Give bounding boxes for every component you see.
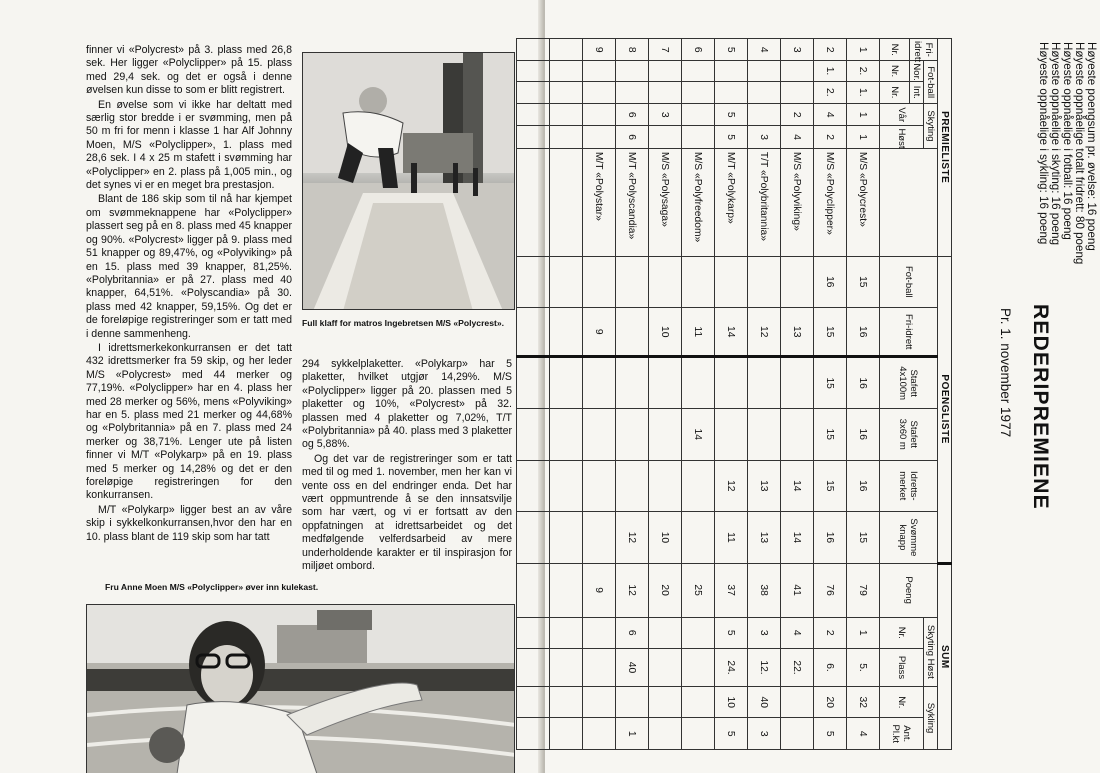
cell-sk-nr: 5 xyxy=(715,617,748,648)
cell-sk-pl xyxy=(682,648,715,686)
cell-poeng: 20 xyxy=(649,563,682,617)
cell-fot-nor xyxy=(682,61,715,81)
cell-fotball xyxy=(583,256,616,308)
cell-fot-nor: 1. xyxy=(814,61,847,81)
col-nor: Nor. xyxy=(910,61,924,81)
cell-fotball: 16 xyxy=(814,256,847,308)
cell-var xyxy=(682,104,715,126)
cell-poeng: 37 xyxy=(715,563,748,617)
cell-var: 4 xyxy=(814,104,847,126)
col-fot-ball: Fot-ball xyxy=(880,256,938,308)
col-syk-nr: Nr. xyxy=(880,687,924,718)
cell-st3 xyxy=(583,408,616,460)
cell-idr xyxy=(682,460,715,512)
cell-st4 xyxy=(583,357,616,409)
cell-sk-pl: 12. xyxy=(748,648,781,686)
cell-sk-nr xyxy=(682,617,715,648)
cell-idr: 12 xyxy=(715,460,748,512)
col-skyting: Skyting xyxy=(924,104,938,149)
cell-sy-nr xyxy=(649,687,682,718)
col-int: Int. xyxy=(910,81,924,103)
col-ant-plkt: Ant. Pl.kt xyxy=(880,718,924,750)
cell-fotball: 15 xyxy=(847,256,880,308)
cell-svom xyxy=(682,512,715,564)
results-body xyxy=(583,39,880,750)
cell-fot-int: 2. xyxy=(814,81,847,103)
left-page xyxy=(0,0,545,773)
col-poeng: Poeng xyxy=(880,563,938,617)
page-title: REDERIPREMIENE xyxy=(1029,304,1052,510)
cell-var: 2 xyxy=(781,104,814,126)
cell-friidrett: 12 xyxy=(748,308,781,357)
poengliste-header: POENGLISTE xyxy=(938,256,952,563)
cell-svom: 13 xyxy=(748,512,781,564)
cell-st3 xyxy=(781,408,814,460)
cell-sk-pl: 24. xyxy=(715,648,748,686)
cell-host: 2 xyxy=(814,126,847,148)
cell-sy-ant xyxy=(682,718,715,750)
cell-sk-pl: 6. xyxy=(814,648,847,686)
col-fri-idrett: Fri-idrett xyxy=(910,39,938,61)
cell-sy-nr xyxy=(781,687,814,718)
right-page xyxy=(545,0,1100,773)
cell-friidrett: 14 xyxy=(715,308,748,357)
cell-var: 1 xyxy=(847,104,880,126)
cell-fri: 2 xyxy=(814,39,847,61)
cell-idr: 14 xyxy=(781,460,814,512)
shot-put-photo xyxy=(86,604,515,773)
table-row xyxy=(583,39,616,750)
cell-host: 6 xyxy=(616,126,649,148)
table-header-row xyxy=(924,39,938,750)
table-row xyxy=(616,39,649,750)
col-stafett-4x100: Stafett 4x100m xyxy=(880,357,938,409)
cell-fotball xyxy=(748,256,781,308)
paragraph: finner vi «Polycrest» på 3. plass med 26,8 sek. Her ligger «Polyclipper» på 15. plass med 29,4 sek. og det er også i denne øvelsen kun disse to som er blitt registrert. xyxy=(86,44,292,97)
cell-var: 3 xyxy=(649,104,682,126)
cell-poeng: 38 xyxy=(748,563,781,617)
cell-fot-int xyxy=(715,81,748,103)
cell-poeng: 12 xyxy=(616,563,649,617)
cell-fot-int xyxy=(583,81,616,103)
cell-friidrett: 13 xyxy=(781,308,814,357)
cell-sy-ant xyxy=(781,718,814,750)
cell-sk-pl xyxy=(583,648,616,686)
cell-fot-nor xyxy=(649,61,682,81)
cell-st3: 16 xyxy=(847,408,880,460)
cell-host: 1 xyxy=(847,126,880,148)
photo-caption: Fru Anne Moen M/S «Polyclipper» øver inn kulekast. xyxy=(105,582,319,592)
cell-friidrett: 11 xyxy=(682,308,715,357)
cell-st4 xyxy=(781,357,814,409)
cell-st3 xyxy=(616,408,649,460)
cell-fot-int xyxy=(649,81,682,103)
cell-fot-int xyxy=(616,81,649,103)
cell-idr: 13 xyxy=(748,460,781,512)
long-jump-photo xyxy=(302,52,515,310)
cell-sy-ant: 5 xyxy=(814,718,847,750)
cell-fot-int xyxy=(682,81,715,103)
cell-fri: 6 xyxy=(682,39,715,61)
cell-sk-pl: 5. xyxy=(847,648,880,686)
page-subtitle: Pr. 1. november 1977 xyxy=(998,308,1013,438)
cell-var xyxy=(748,104,781,126)
cell-fot-nor xyxy=(781,61,814,81)
col-ship xyxy=(880,148,938,256)
cell-poeng: 76 xyxy=(814,563,847,617)
cell-ship: M/S «Polyclipper» xyxy=(814,148,847,256)
cell-fotball xyxy=(781,256,814,308)
cell-sk-pl: 40 xyxy=(616,648,649,686)
cell-svom: 11 xyxy=(715,512,748,564)
cell-fot-nor xyxy=(616,61,649,81)
cell-idr: 16 xyxy=(847,460,880,512)
cell-sy-nr: 20 xyxy=(814,687,847,718)
cell-st3: 15 xyxy=(814,408,847,460)
cell-sy-ant xyxy=(583,718,616,750)
cell-ship: M/T «Polykarp» xyxy=(715,148,748,256)
rotated-results-sheet xyxy=(545,0,1100,773)
cell-fot-nor xyxy=(715,61,748,81)
cell-st4 xyxy=(616,357,649,409)
cell-poeng: 41 xyxy=(781,563,814,617)
table-row xyxy=(748,39,781,750)
col-nr-fot: Nr. xyxy=(880,61,910,81)
cell-ship: M/S «Polycrest» xyxy=(847,148,880,256)
cell-fot-int: 1. xyxy=(847,81,880,103)
cell-sy-ant: 5 xyxy=(715,718,748,750)
long-jump-illustration xyxy=(303,53,515,310)
empty-row xyxy=(550,39,583,750)
cell-sy-nr: 32 xyxy=(847,687,880,718)
cell-ship: M/T «Polyscandia» xyxy=(616,148,649,256)
cell-friidrett: 9 xyxy=(583,308,616,357)
cell-st3 xyxy=(715,408,748,460)
col-plass: Plass xyxy=(880,648,924,686)
cell-fotball xyxy=(649,256,682,308)
cell-sk-pl: 22. xyxy=(781,648,814,686)
cell-host: 4 xyxy=(781,126,814,148)
cell-sk-nr: 2 xyxy=(814,617,847,648)
cell-sy-ant: 4 xyxy=(847,718,880,750)
cell-svom: 16 xyxy=(814,512,847,564)
cell-friidrett: 10 xyxy=(649,308,682,357)
cell-var: 5 xyxy=(715,104,748,126)
empty-row xyxy=(517,39,550,750)
info-line: Høyeste poengsum pr. øvelse: 16 poeng xyxy=(1085,42,1098,251)
cell-st3 xyxy=(748,408,781,460)
cell-fot-nor: 2. xyxy=(847,61,880,81)
cell-fri: 4 xyxy=(748,39,781,61)
cell-sk-nr: 6 xyxy=(616,617,649,648)
cell-st4 xyxy=(715,357,748,409)
cell-poeng: 79 xyxy=(847,563,880,617)
col-host: Høst xyxy=(880,126,924,148)
cell-fot-int xyxy=(748,81,781,103)
cell-var xyxy=(583,104,616,126)
table-row xyxy=(781,39,814,750)
cell-sk-nr: 4 xyxy=(781,617,814,648)
col-var: Vår xyxy=(880,104,924,126)
cell-sk-nr xyxy=(583,617,616,648)
table-row xyxy=(649,39,682,750)
cell-svom: 10 xyxy=(649,512,682,564)
paragraph: En øvelse som vi ikke har deltatt med særlig stor bredde i er svømming, men på 50 m fri for menn i klasse 1 har Alf Johnny Moen, M/S «Polyclipper», 1. plass med 28,6 sek. I 4 x 25 m stafett i svømming har «Polyclipper» en 2. plass på 1,005 min., og det synes vi er en meget bra prestasjon. xyxy=(86,98,292,192)
info-line: Høyeste oppnåelige i fotball: 16 poeng xyxy=(1061,42,1074,240)
col-nr: Nr. xyxy=(880,39,910,61)
cell-sk-nr: 1 xyxy=(847,617,880,648)
cell-var: 6 xyxy=(616,104,649,126)
col-nr-fot2: Nr. xyxy=(880,81,910,103)
cell-sy-nr: 40 xyxy=(748,687,781,718)
col-stafett-3x60: Stafett 3x60 m xyxy=(880,408,938,460)
cell-sk-nr xyxy=(649,617,682,648)
table-row xyxy=(847,39,880,750)
photo-caption: Full klaff for matros Ingebretsen M/S «Polycrest». xyxy=(302,318,505,328)
cell-friidrett: 15 xyxy=(814,308,847,357)
paragraph: Og det var de registreringer som er tatt med til og med 1. november, men her kan vi vente oss en del endringer enda. Det har vært oppmuntrende å se den innsatsvilje som har vært, og vi er fortsatt av den oppfatningen at idrettsarbeidet og det medfølgende velferdsarbeid av mere underholdende karakter er til inspirasjon for miljøet ombord. xyxy=(302,452,512,573)
table-row xyxy=(814,39,847,750)
article-column-left xyxy=(86,44,292,545)
cell-st4: 15 xyxy=(814,357,847,409)
cell-ship: M/S «Polyfreedom» xyxy=(682,148,715,256)
cell-fri: 3 xyxy=(781,39,814,61)
col-skyting-host: Skyting Høst xyxy=(924,617,938,687)
cell-ship: M/S «Polysaga» xyxy=(649,148,682,256)
col-sykling: Sykling xyxy=(924,687,938,750)
col-fotball: Fot-ball xyxy=(924,61,938,104)
cell-fot-nor xyxy=(748,61,781,81)
cell-svom: 15 xyxy=(847,512,880,564)
cell-idr xyxy=(583,460,616,512)
info-line: Høyeste oppnåelige totalt fridrett: 80 poeng xyxy=(1073,42,1086,265)
cell-svom xyxy=(583,512,616,564)
cell-sy-ant xyxy=(649,718,682,750)
cell-fri: 8 xyxy=(616,39,649,61)
cell-st4 xyxy=(649,357,682,409)
cell-fri: 5 xyxy=(715,39,748,61)
premieliste-header: PREMIELISTE xyxy=(938,39,952,257)
cell-poeng: 9 xyxy=(583,563,616,617)
article-column-right xyxy=(302,358,512,575)
cell-friidrett: 16 xyxy=(847,308,880,357)
cell-idr xyxy=(616,460,649,512)
col-skyt-nr: Nr. xyxy=(880,617,924,648)
table-row xyxy=(715,39,748,750)
cell-sy-nr xyxy=(682,687,715,718)
cell-fri: 7 xyxy=(649,39,682,61)
cell-st4 xyxy=(682,357,715,409)
cell-host: 3 xyxy=(748,126,781,148)
col-fri-idrett-points: Fri-idrett xyxy=(880,308,938,357)
results-table xyxy=(516,38,952,750)
paragraph: M/T «Polykarp» ligger best an av våre skip i sykkelkonkurransen,hvor den har en 10. plass blant de 119 skip som har tatt xyxy=(86,503,292,543)
cell-sk-nr: 3 xyxy=(748,617,781,648)
col-svomme-knapp: Svømme knapp xyxy=(880,512,938,564)
cell-sy-ant: 3 xyxy=(748,718,781,750)
paragraph: I idrettsmerkekonkurransen er det tatt 432 idrettsmerker fra 59 skip, og her leder M/S «Polycrest» med 44 merker og 77,19%. «Polyclipper» har en 4. plass her med 28 merker og 56%, mens «Polyviking» har en 5. plass med 21 merker og 44,68% og «Polybritannia» på en 7. plass med 24 merker og 38,71%. Lenger ute på listen finner vi M/T «Polykarp» på en 19. plass med 5 merker og 14,28% og det er den foreløpige registreringen for den konkurransen. xyxy=(86,341,292,502)
table-header-row xyxy=(938,39,952,750)
cell-fotball xyxy=(715,256,748,308)
shot-put-illustration xyxy=(87,605,515,773)
cell-host xyxy=(583,126,616,148)
cell-poeng: 25 xyxy=(682,563,715,617)
cell-ship: M/S «Polyviking» xyxy=(781,148,814,256)
info-line: Høyeste oppnåelige i skyting: 16 poeng xyxy=(1049,42,1062,246)
cell-ship: M/T «Polystar» xyxy=(583,148,616,256)
cell-sy-nr xyxy=(616,687,649,718)
cell-host: 5 xyxy=(715,126,748,148)
cell-st4: 16 xyxy=(847,357,880,409)
cell-fot-nor xyxy=(583,61,616,81)
cell-st3 xyxy=(649,408,682,460)
cell-st4 xyxy=(748,357,781,409)
table-row xyxy=(682,39,715,750)
cell-host xyxy=(649,126,682,148)
cell-idr xyxy=(649,460,682,512)
cell-host xyxy=(682,126,715,148)
cell-fotball xyxy=(682,256,715,308)
sum-header: SUM xyxy=(938,563,952,749)
cell-svom: 12 xyxy=(616,512,649,564)
cell-sy-ant: 1 xyxy=(616,718,649,750)
cell-sy-nr xyxy=(583,687,616,718)
paragraph: 294 sykkelplaketter. «Polykarp» har 5 plaketter, hvilket utgjør 14,29%. M/S «Polyclipper» ligger på 20. plassen med 5 plaketter og 10%, «Polycrest» på 32. plassen med 4 plaketter og 7,02%, T/T «Polybritannia» på 40. plass med 3 plaketter og 5,88%. xyxy=(302,358,512,451)
cell-idr: 15 xyxy=(814,460,847,512)
col-idrettsmerket: Idretts-merket xyxy=(880,460,938,512)
cell-fri: 9 xyxy=(583,39,616,61)
cell-fri: 1 xyxy=(847,39,880,61)
info-line: Høyeste oppnåelige i sykling: 16 poeng xyxy=(1037,42,1050,245)
cell-sk-pl xyxy=(649,648,682,686)
cell-svom: 14 xyxy=(781,512,814,564)
cell-friidrett xyxy=(616,308,649,357)
paragraph: Blant de 186 skip som til nå har kjempet om svømmeknappene har «Polyclipper» plassert seg på en 8. plass med 45 knapper og 90%. «Polycrest» ligger på 9. plass med 51 knapper og 89,47%, og «Polyviking» på en 15. plass med 39 knapper, 81,25%. «Polybritannia» er på 27. plass med 40 knapper, 64,51%. «Polyscandia» på 30. plass med 42 knapper, 59,15%. Og det er de foreløpige registreringer som er tatt med i denne sammenheng. xyxy=(86,193,292,340)
cell-fotball xyxy=(616,256,649,308)
cell-st3: 14 xyxy=(682,408,715,460)
cell-ship: T/T «Polybritannia» xyxy=(748,148,781,256)
cell-sy-nr: 10 xyxy=(715,687,748,718)
cell-fot-int xyxy=(781,81,814,103)
